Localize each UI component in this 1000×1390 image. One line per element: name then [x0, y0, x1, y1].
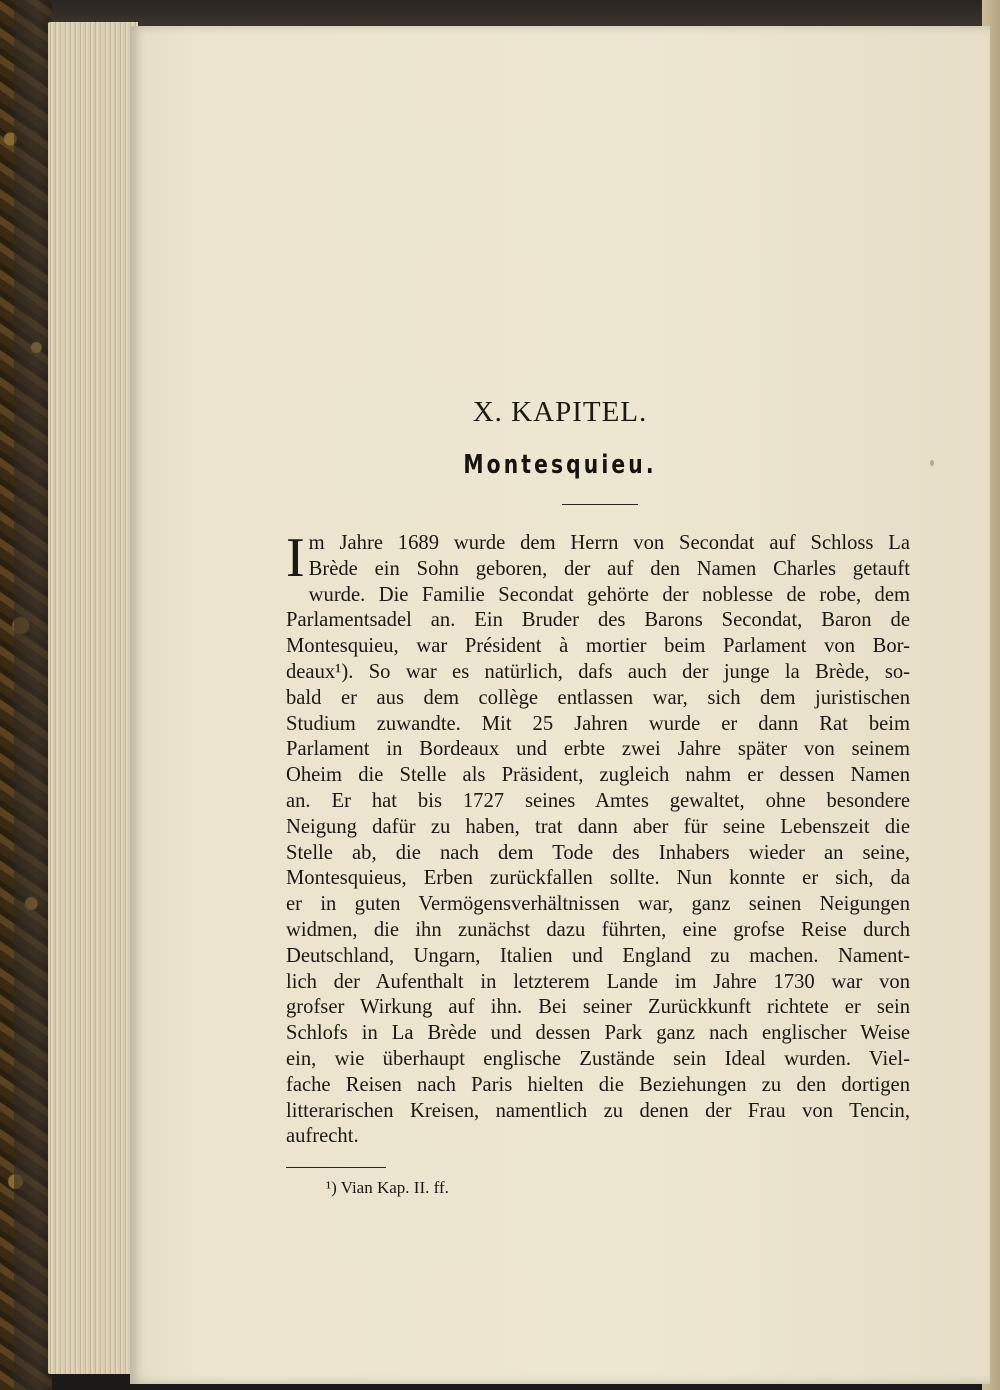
dropcap: I	[286, 527, 305, 589]
text-line: Montesquieus, Erben zurückfallen sollte. Nun konnte er sich, da	[286, 867, 910, 890]
body-text	[286, 527, 910, 1150]
text-line: Neigung dafür zu haben, trat dann aber für seine Lebenszeit die	[286, 815, 910, 838]
footnote: ¹) Vian Kap. II. ff.	[326, 1178, 449, 1197]
text-line: Parlament in Bordeaux und erbte zwei Jahre später von seinem	[286, 738, 910, 761]
text-line: aufrecht.	[286, 1125, 359, 1148]
text-line: deaux¹). So war es natürlich, dafs auch der junge la Brède, so-	[286, 660, 910, 683]
paper-speck	[930, 460, 934, 466]
cover-spine	[14, 0, 52, 1390]
text-line: Oheim die Stelle als Präsident, zugleich nahm er dessen Namen	[286, 764, 910, 787]
text-line: ein, wie überhaupt englische Zustände sein Ideal wurden. Viel-	[286, 1047, 910, 1070]
text-line: Studium zuwandte. Mit 25 Jahren wurde er dann Rat beim	[286, 712, 910, 735]
book-page	[130, 26, 990, 1384]
text-line: er in guten Vermögensverhältnissen war, ganz seinen Neigungen	[286, 893, 910, 916]
text-line: Deutschland, Ungarn, Italien und England zu machen. Nament-	[286, 944, 910, 967]
text-line: widmen, die ihn zunächst dazu führten, eine grofse Reise durch	[286, 918, 910, 941]
chapter-title: Montesquieu.	[463, 450, 657, 480]
book-top-edge	[40, 0, 1000, 26]
text-line: lich der Aufenthalt in letzterem Lande im Jahre 1730 war von	[286, 970, 910, 993]
text-line: bald er aus dem collège entlassen war, sich dem juristischen	[286, 686, 910, 709]
text-line: Schlofs in La Brède und dessen Park ganz nach englischer Weise	[286, 1022, 910, 1045]
text-line: m Jahre 1689 wurde dem Herrn von Secondat auf Schloss La	[308, 532, 910, 554]
text-line: an. Er hat bis 1727 seines Amtes gewaltet, ohne besondere	[286, 789, 910, 812]
text-line: Parlamentsadel an. Ein Bruder des Barons Secondat, Baron de	[286, 609, 910, 632]
text-line: Stelle ab, die nach dem Tode des Inhabers wieder an seine,	[286, 841, 910, 864]
text-line: wurde. Die Familie Secondat gehörte der noblesse de robe, dem	[308, 583, 910, 606]
text-line: litterarischen Kreisen, namentlich zu denen der Frau von Tencin,	[286, 1099, 910, 1122]
text-line: fache Reisen nach Paris hielten die Beziehungen zu den dortigen	[286, 1073, 910, 1096]
text-line: grofser Wirkung auf ihn. Bei seiner Zurückkunft richtete er sein	[286, 996, 910, 1019]
page-block-edges	[48, 22, 138, 1374]
text-line: Montesquieu, war Président à mortier beim Parlament von Bor-	[286, 635, 910, 658]
chapter-number: X. KAPITEL.	[472, 396, 648, 428]
title-rule	[562, 504, 638, 505]
text-line: Brède ein Sohn geboren, der auf den Namen Charles getauft	[308, 557, 910, 580]
footnote-rule	[286, 1167, 386, 1168]
